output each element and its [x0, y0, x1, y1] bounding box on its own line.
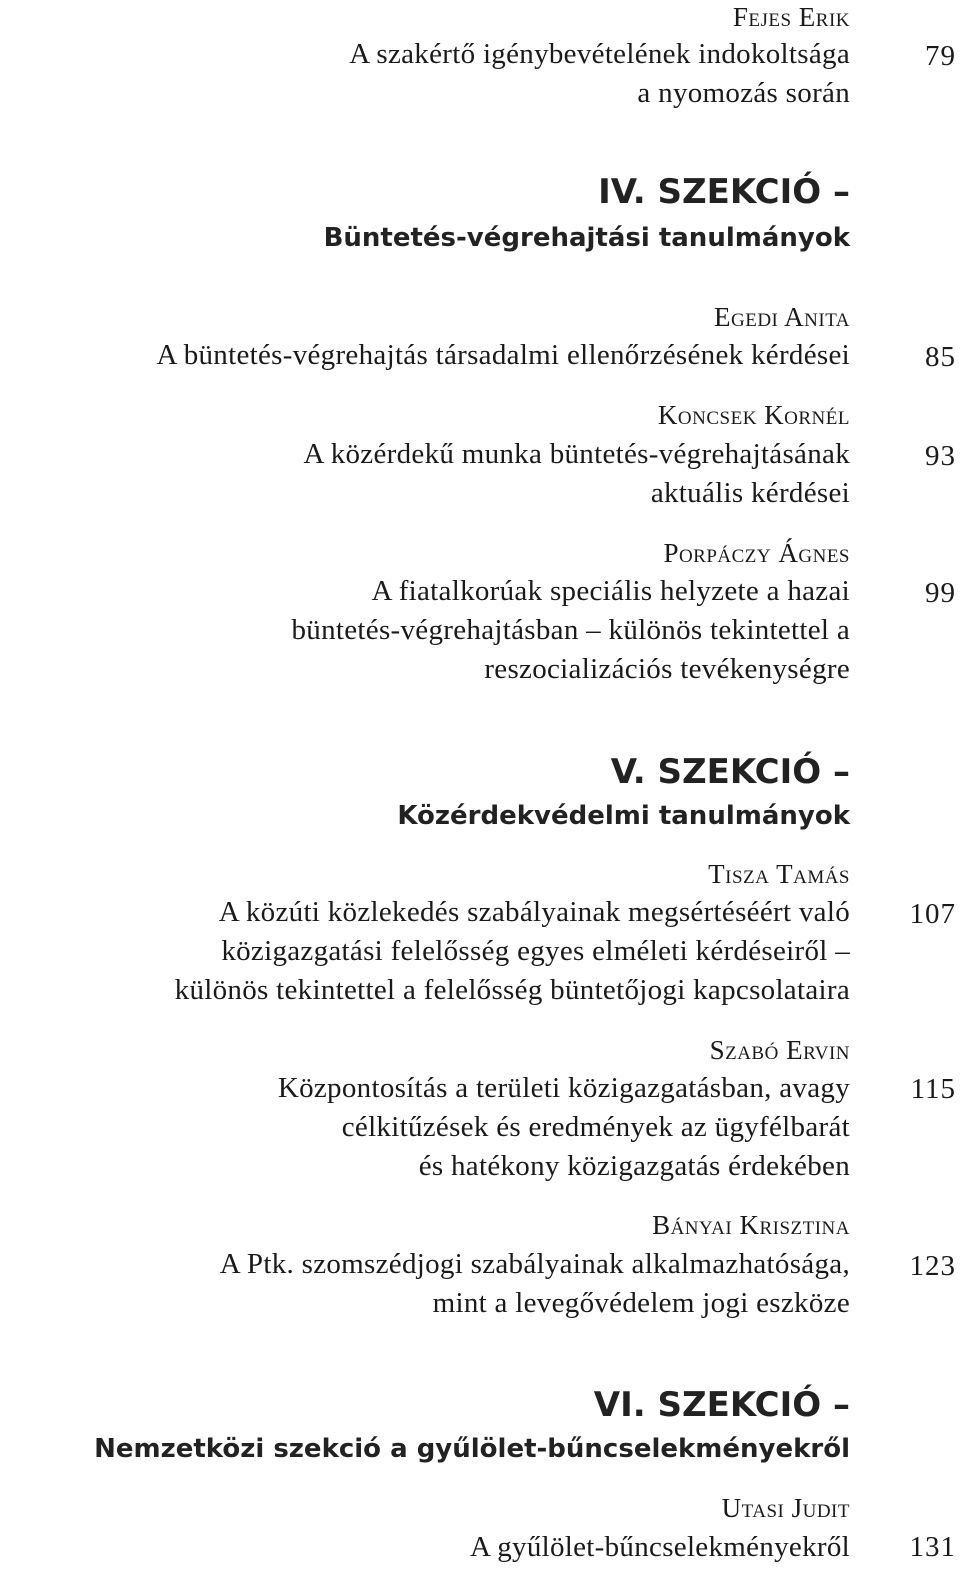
entry-author: Bányai Krisztina: [652, 1210, 850, 1240]
entry-author: Tisza Tamás: [708, 859, 850, 889]
section-subtitle: Büntetés-végrehajtási tanulmányok: [323, 223, 850, 253]
entry-page-number: 123: [909, 1250, 956, 1282]
entry-page-number: 85: [925, 341, 956, 373]
entry-page-number: 115: [910, 1073, 956, 1105]
section-heading: VI. SZEKCIÓ –: [593, 1385, 850, 1425]
section-heading: V. SZEKCIÓ –: [610, 752, 850, 792]
entry-author: Utasi Judit: [721, 1493, 850, 1523]
entry-page-number: 107: [909, 898, 956, 930]
section-subtitle: Közérdekvédelmi tanulmányok: [397, 801, 850, 831]
entry-author: Szabó Ervin: [709, 1035, 850, 1065]
entry-title: A Ptk. szomszédjogi szabályainak alkalmazhatósága, mint a levegővédelem jogi eszköze: [219, 1248, 850, 1319]
entry-title: A gyűlölet-bűncselekményekről: [470, 1531, 850, 1563]
entry-title: A közérdekű munka büntetés-végrehajtásának aktuális kérdései: [303, 438, 850, 509]
entry-title: A szakértő igénybevételének indokoltsága a nyomozás során: [349, 38, 850, 109]
entry-page-number: 131: [909, 1531, 956, 1563]
section-subtitle: Nemzetközi szekció a gyűlölet-bűncselekményekről: [94, 1434, 850, 1464]
section-heading: IV. SZEKCIÓ –: [598, 172, 850, 212]
entry-author: Porpáczy Ágnes: [663, 538, 850, 568]
entry-author: Koncsek Kornél: [657, 400, 850, 430]
entry-title: A közúti közlekedés szabályainak megsértéséért való közigazgatási felelősség egyes elméleti kérdéseiről – különös tekintettel a felelősség büntetőjogi kapcsolataira: [174, 896, 850, 1006]
entry-page-number: 99: [925, 577, 956, 609]
entry-title: Központosítás a területi közigazgatásban, avagy célkitűzések és eredmények az ügyfélbarát és hatékony közigazgatás érdekében: [277, 1072, 850, 1182]
entry-author: Egedi Anita: [714, 302, 850, 332]
entry-author: Fejes Erik: [732, 2, 850, 32]
entry-title: A fiatalkorúak speciális helyzete a hazai büntetés-végrehajtásban – különös tekintettel a reszocializációs tevékenységre: [291, 575, 850, 685]
entry-page-number: 93: [925, 440, 956, 472]
entry-page-number: 79: [925, 40, 956, 72]
entry-title: A büntetés-végrehajtás társadalmi ellenőrzésének kérdései: [156, 339, 850, 371]
